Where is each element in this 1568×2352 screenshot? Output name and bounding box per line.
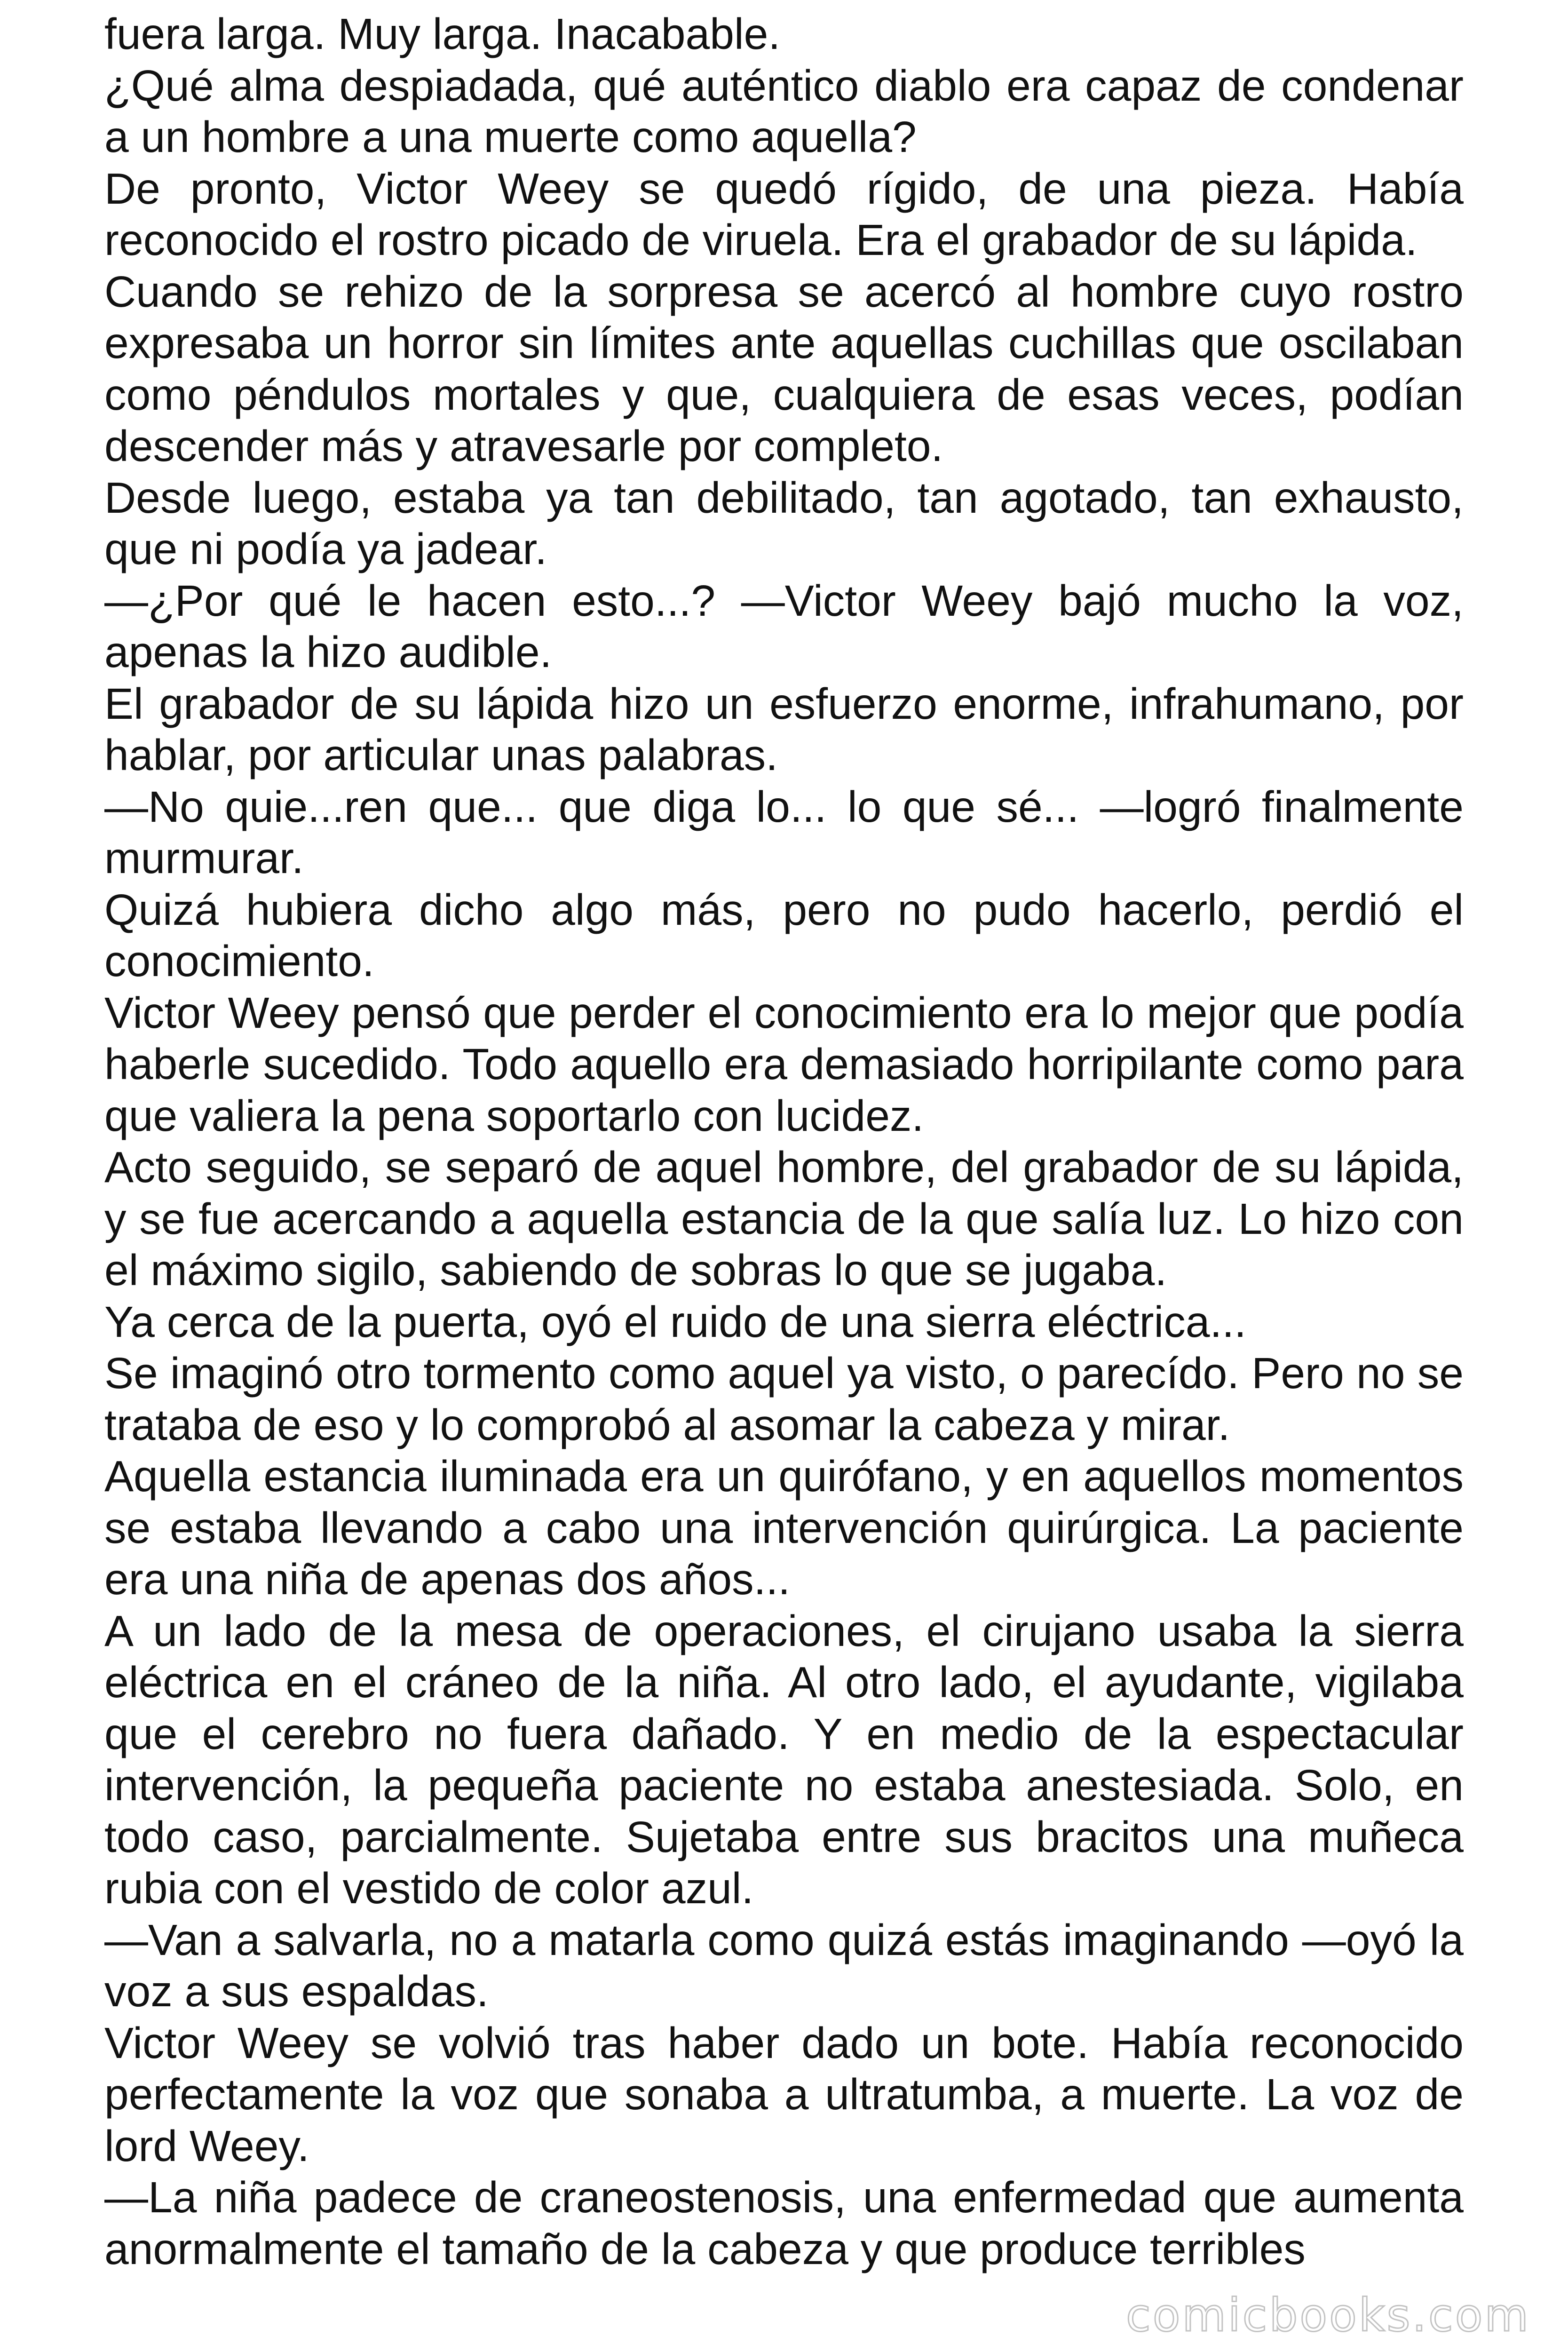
- paragraph: El grabador de su lápida hizo un esfuerzo enorme, infrahumano, por hablar, por articular unas palabras.: [104, 679, 1464, 779]
- paragraph: Acto seguido, se separó de aquel hombre, del grabador de su lápida, y se fue acercando a aquella estancia de la que salía luz. Lo hizo con el máximo sigilo, sabiendo de sobras lo que se jugaba.: [104, 1143, 1464, 1295]
- paragraph: A un lado de la mesa de operaciones, el cirujano usaba la sierra eléctrica en el cráneo de la niña. Al otro lado, el ayudante, vigilaba que el cerebro no fuera dañado. Y en medio de la espectacular intervención, la pequeña paciente no estaba anestesiada. Solo, en todo caso, parcialmente. Sujetaba entre sus bracitos una muñeca rubia con el vestido de color azul.: [104, 1606, 1464, 1913]
- paragraph: Se imaginó otro tormento como aquel ya visto, o parecído. Pero no se trataba de eso y lo comprobó al asomar la cabeza y mirar.: [104, 1349, 1464, 1449]
- paragraph: Desde luego, estaba ya tan debilitado, tan agotado, tan exhausto, que ni podía ya jadear.: [104, 473, 1464, 573]
- paragraph: Quizá hubiera dicho algo más, pero no pudo hacerlo, perdió el conocimiento.: [104, 885, 1464, 985]
- paragraph: —La niña padece de craneostenosis, una enfermedad que aumenta anormalmente el tamaño de la cabeza y que produce terribles: [104, 2173, 1464, 2273]
- paragraph: —No quie...ren que... que diga lo... lo que sé... —logró finalmente murmurar.: [104, 782, 1464, 882]
- paragraph: fuera larga. Muy larga. Inacabable.: [104, 9, 781, 58]
- page-text: [104, 8, 1464, 2342]
- paragraph: ¿Qué alma despiadada, qué auténtico diablo era capaz de condenar a un hombre a una muerte como aquella?: [104, 61, 1464, 161]
- paragraph: Ya cerca de la puerta, oyó el ruido de una sierra eléctrica...: [104, 1297, 1246, 1346]
- paragraph: Aquella estancia iluminada era un quirófano, y en aquellos momentos se estaba llevando a cabo una intervención quirúrgica. La paciente era una niña de apenas dos años...: [104, 1452, 1464, 1604]
- paragraph: De pronto, Victor Weey se quedó rígido, de una pieza. Había reconocido el rostro picado de viruela. Era el grabador de su lápida.: [104, 164, 1464, 264]
- paragraph: —¿Por qué le hacen esto...? —Victor Weey bajó mucho la voz, apenas la hizo audible.: [104, 576, 1464, 676]
- paragraph: Victor Weey se volvió tras haber dado un bote. Había reconocido perfectamente la voz que sonaba a ultratumba, a muerte. La voz de lord Weey.: [104, 2018, 1464, 2170]
- paragraph: Victor Weey pensó que perder el conocimiento era lo mejor que podía haberle sucedido. Todo aquello era demasiado horripilante como para que valiera la pena soportarlo con lucidez.: [104, 988, 1464, 1140]
- watermark: comicbooks.com: [1125, 2289, 1530, 2342]
- paragraph: —Van a salvarla, no a matarla como quizá estás imaginando —oyó la voz a sus espaldas.: [104, 1915, 1464, 2016]
- paragraph: Cuando se rehizo de la sorpresa se acercó al hombre cuyo rostro expresaba un horror sin límites ante aquellas cuchillas que oscilaban como péndulos mortales y que, cualquiera de esas veces, podían descender más y atravesarle por completo.: [104, 267, 1464, 470]
